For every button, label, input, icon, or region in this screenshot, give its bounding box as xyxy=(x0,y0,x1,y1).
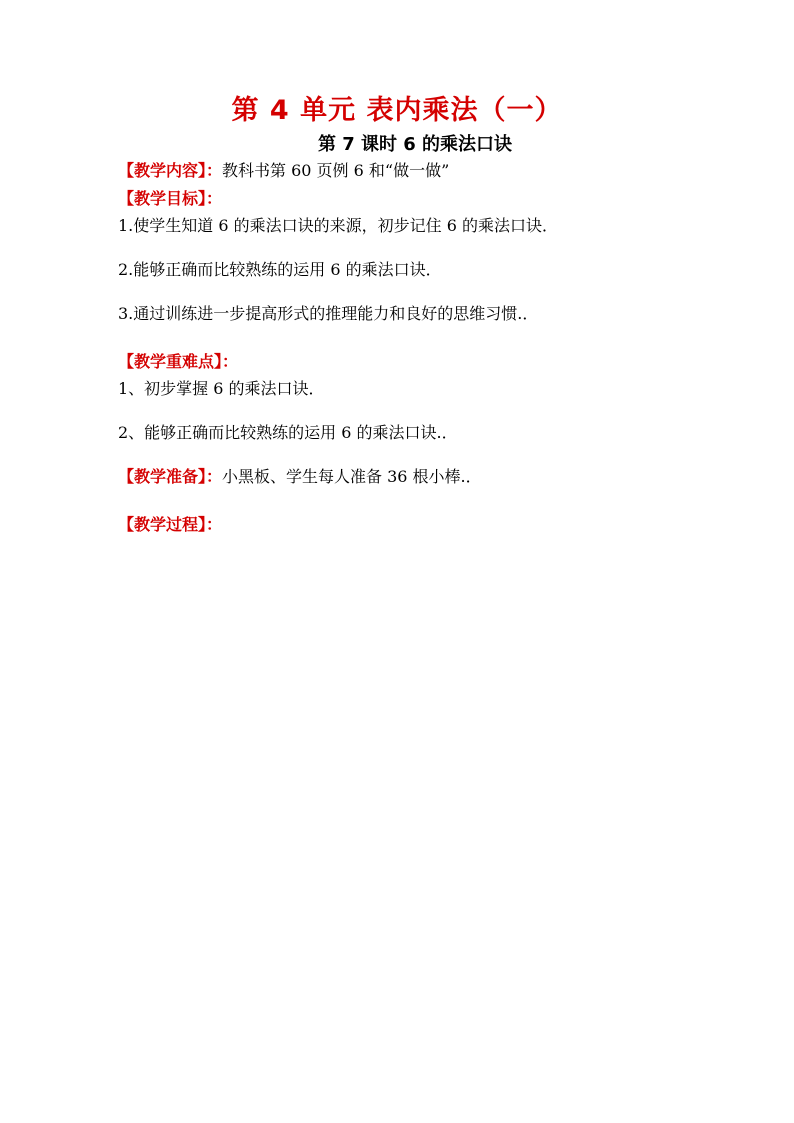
lesson-subtitle: 第 7 课时 6 的乘法口诀 xyxy=(317,134,513,155)
key-points-heading-line xyxy=(118,351,238,373)
content-line xyxy=(118,160,449,182)
objectives-heading: 【教学目标】： xyxy=(118,189,223,208)
preparation-heading: 【教学准备】： xyxy=(118,467,223,486)
process-heading: 【教学过程】： xyxy=(118,515,223,534)
objectives-heading-line xyxy=(118,188,222,210)
preparation-text: 小黑板、学生每人准备 36 根小棒.． xyxy=(222,467,482,486)
content-text: 教科书第 60 页例 6 和“做一做” xyxy=(222,161,450,180)
content-heading: 【教学内容】： xyxy=(118,161,223,180)
objective-item: 3.通过训练进一步提高形式的推理能力和良好的思维习惯.． xyxy=(118,304,539,323)
objective-item: 2.能够正确而比较熟练的运用 6 的乘法口诀． xyxy=(118,260,442,279)
objective-item: 1.使学生知道 6 的乘法口诀的来源，初步记住 6 的乘法口诀． xyxy=(118,216,558,235)
key-point-item: 1、初步掌握 6 的乘法口诀． xyxy=(118,379,325,398)
key-points-heading: 【教学重难点】： xyxy=(118,352,239,371)
process-heading-line xyxy=(118,514,222,536)
key-point-item: 2、能够正确而比较熟练的运用 6 的乘法口诀.． xyxy=(118,423,458,442)
unit-title: 第 4 单元 表内乘法（一） xyxy=(231,95,563,126)
preparation-line xyxy=(118,466,482,488)
